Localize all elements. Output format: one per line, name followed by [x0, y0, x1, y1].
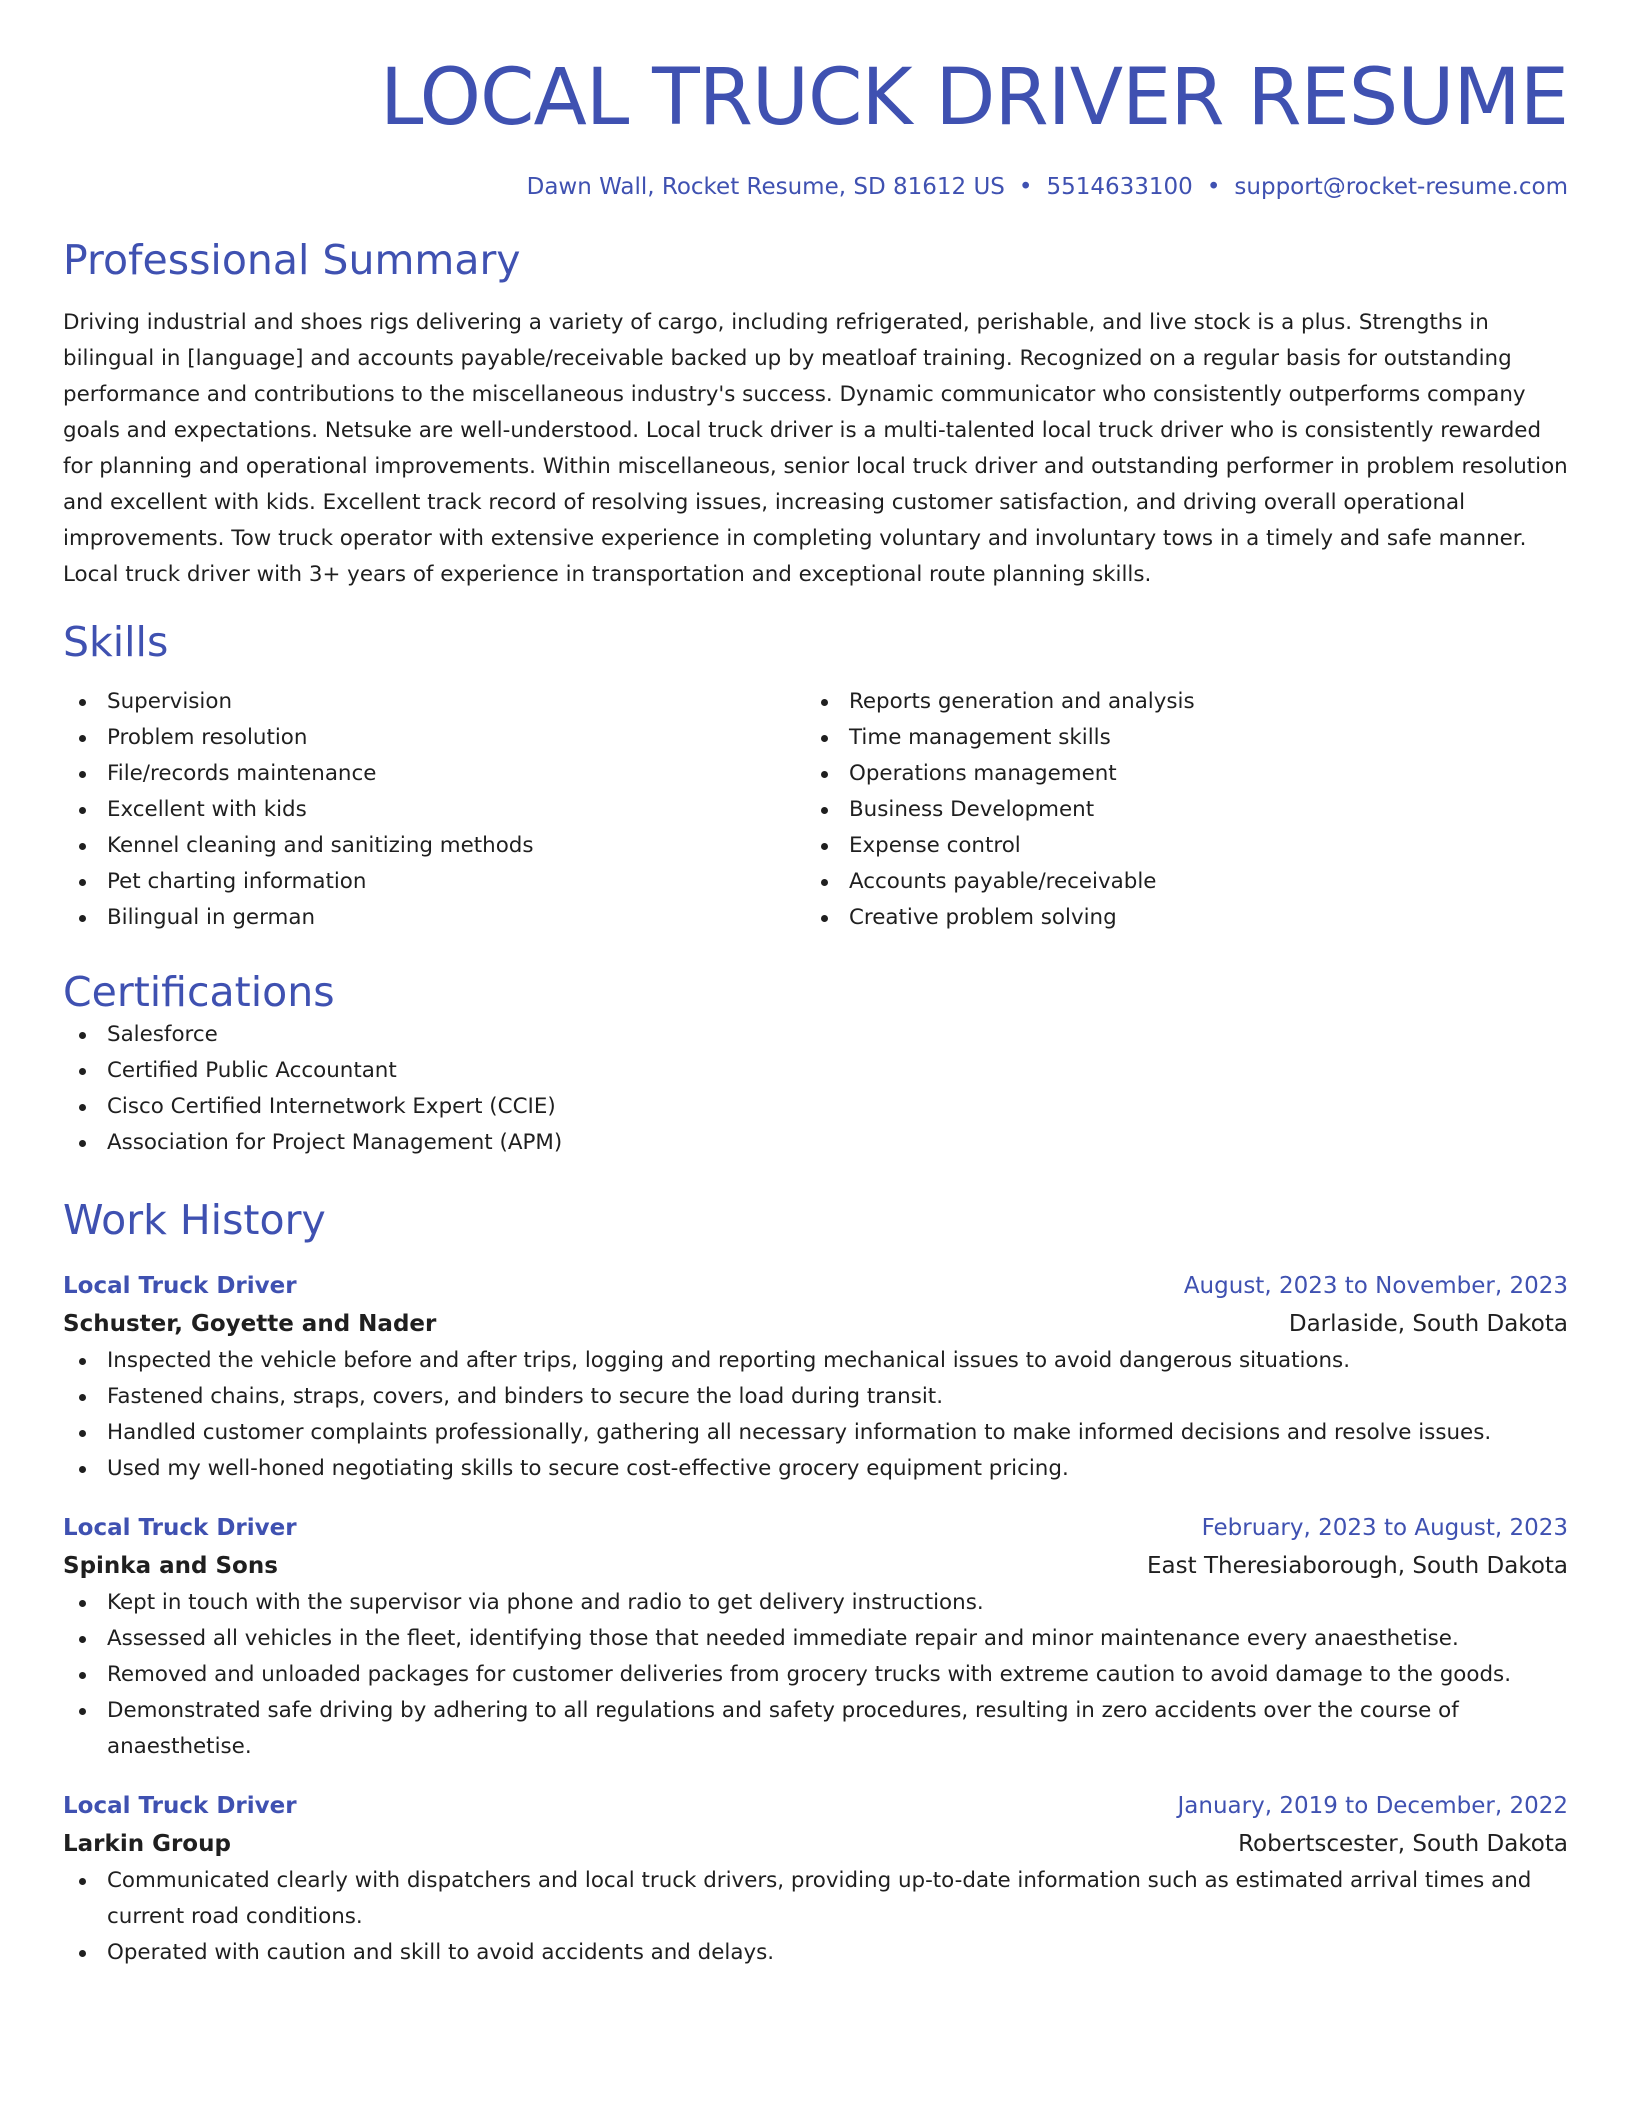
job-bullet: Inspected the vehicle before and after trips, logging and reporting mechanical issues to avoid dangerous situations. [63, 1343, 1568, 1379]
skill-item: Pet charting information [63, 864, 805, 900]
skill-item: File/records maintenance [63, 756, 805, 792]
job-title-row [63, 1787, 1568, 1825]
skill-item: Reports generation and analysis [805, 684, 1547, 720]
job-bullet: Handled customer complaints professionally, gathering all necessary information to make informed decisions and resolve issues. [63, 1415, 1568, 1451]
job-bullets [63, 1343, 1568, 1487]
job-bullet: Fastened chains, straps, covers, and binders to secure the load during transit. [63, 1379, 1568, 1415]
skills-heading: Skills [63, 618, 169, 667]
job-company-row [63, 1825, 1568, 1863]
skill-item: Creative problem solving [805, 900, 1547, 936]
skill-item: Excellent with kids [63, 792, 805, 828]
job-title: Local Truck Driver [63, 1272, 297, 1299]
job-entry [63, 1509, 1568, 1765]
contact-address: Dawn Wall, Rocket Resume, SD 81612 US [526, 173, 1005, 200]
resume-page [63, 0, 1568, 1971]
job-dates: August, 2023 to November, 2023 [1183, 1272, 1568, 1299]
certification-item: Cisco Certified Internetwork Expert (CCIE) [63, 1089, 1568, 1125]
job-location: Darlaside, South Dakota [1288, 1310, 1568, 1337]
job-company: Schuster, Goyette and Nader [63, 1310, 437, 1337]
job-bullet: Operated with caution and skill to avoid accidents and delays. [63, 1935, 1568, 1971]
skill-item: Time management skills [805, 720, 1547, 756]
job-dates: January, 2019 to December, 2022 [1177, 1792, 1568, 1819]
job-bullet: Used my well-honed negotiating skills to secure cost-effective grocery equipment pricing. [63, 1451, 1568, 1487]
job-bullet: Communicated clearly with dispatchers and local truck drivers, providing up-to-date information such as estimated arrival times and current road conditions. [63, 1863, 1568, 1935]
job-company: Spinka and Sons [63, 1552, 278, 1579]
contact-line [63, 174, 1568, 202]
skill-item: Bilingual in german [63, 900, 805, 936]
summary-text: Driving industrial and shoes rigs delivering a variety of cargo, including refrigerated, perishable, and live stock is a plus. Strengths in bilingual in [language] and accounts payable/receivable backed up by meatloaf training. Recognized on a regular basis for outstanding performance and contributions to the miscellaneous industry's success. Dynamic communicator who consistently outperforms company goals and expectations. Netsuke are well-understood. Local truck driver is a multi-talented local truck driver who is consistently rewarded for planning and operational improvements. Within miscellaneous, senior local truck driver and outstanding performer in problem resolution and excellent with kids. Excellent track record of resolving issues, increasing customer satisfaction, and driving overall operational improvements. Tow truck operator with extensive experience in completing voluntary and involuntary tows in a timely and safe manner. Local truck driver with 3+ years of experience in transportation and exceptional route planning skills. [63, 310, 1568, 588]
skill-item: Kennel cleaning and sanitizing methods [63, 828, 805, 864]
job-title-row [63, 1509, 1568, 1547]
skill-item: Accounts payable/receivable [805, 864, 1547, 900]
contact-separator: • [1018, 173, 1033, 200]
certification-item: Salesforce [63, 1017, 1568, 1053]
job-company: Larkin Group [63, 1830, 231, 1857]
certifications-heading: Certifications [63, 967, 335, 1016]
job-bullet: Removed and unloaded packages for customer deliveries from grocery trucks with extreme caution to avoid damage to the goods. [63, 1657, 1568, 1693]
contact-separator: • [1206, 173, 1221, 200]
job-dates: February, 2023 to August, 2023 [1201, 1514, 1568, 1541]
resume-header [63, 0, 1568, 201]
job-entry [63, 1787, 1568, 1971]
job-title: Local Truck Driver [63, 1792, 297, 1819]
skills-list-right [805, 684, 1547, 936]
job-bullets [63, 1863, 1568, 1971]
certification-item: Certified Public Accountant [63, 1053, 1568, 1089]
skills-list-left [63, 684, 805, 936]
skill-item: Business Development [805, 792, 1547, 828]
job-title: Local Truck Driver [63, 1514, 297, 1541]
skill-item: Supervision [63, 684, 805, 720]
contact-phone: 5514633100 [1046, 173, 1193, 200]
job-bullet: Demonstrated safe driving by adhering to all regulations and safety procedures, resulting in zero accidents over the course of anaesthetise. [63, 1693, 1568, 1765]
skill-item: Problem resolution [63, 720, 805, 756]
job-bullet: Kept in touch with the supervisor via phone and radio to get delivery instructions. [63, 1585, 1568, 1621]
certification-item: Association for Project Management (APM) [63, 1125, 1568, 1161]
job-entry [63, 1267, 1568, 1487]
resume-title: LOCAL TRUCK DRIVER RESUME [379, 53, 1568, 143]
contact-email: support@rocket-resume.com [1234, 173, 1568, 200]
work-history-heading: Work History [63, 1195, 326, 1244]
job-title-row [63, 1267, 1568, 1305]
job-location: East Theresiaborough, South Dakota [1147, 1552, 1568, 1579]
skills-columns [63, 684, 1568, 936]
job-bullet: Assessed all vehicles in the fleet, identifying those that needed immediate repair and minor maintenance every anaesthetise. [63, 1621, 1568, 1657]
job-company-row [63, 1305, 1568, 1343]
job-company-row [63, 1547, 1568, 1585]
skill-item: Operations management [805, 756, 1547, 792]
certifications-list [63, 1017, 1568, 1161]
job-bullets [63, 1585, 1568, 1765]
summary-heading: Professional Summary [63, 236, 521, 285]
job-location: Robertscester, South Dakota [1238, 1830, 1568, 1857]
skill-item: Expense control [805, 828, 1547, 864]
